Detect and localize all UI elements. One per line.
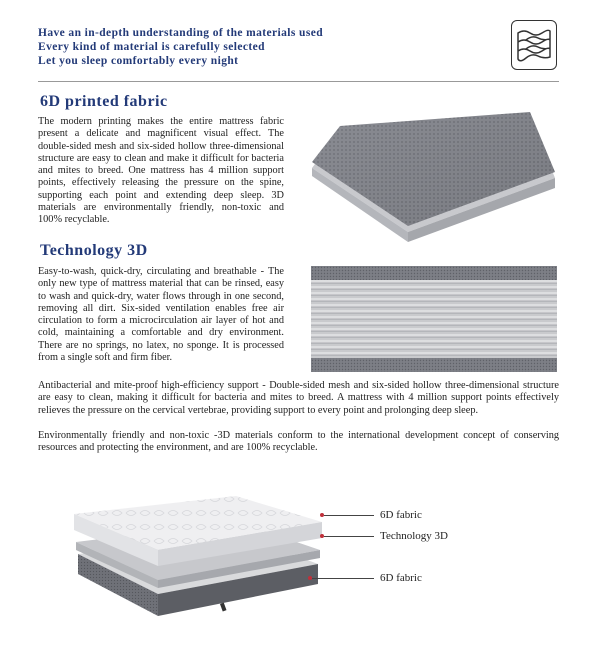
leader-line-bottom xyxy=(312,578,374,579)
label-6d-fabric-top: 6D fabric xyxy=(380,509,422,521)
header-divider xyxy=(38,81,559,82)
section2-paragraph-3: Environmentally friendly and non-toxic -3D materials conform to the international development concept of conserving resources and protecting the environment, and are 100% recyclable. xyxy=(38,430,559,454)
section2-intro: Easy-to-wash, quick-dry, circulating and breathable - The only new type of mattress material that can be rinsed, easy to wash and quick-dry, water flows through in one second, removing all dirt. Six-sided ventilation enables free air circulation to form a microcirculation air layer of hot and cold, maintaining a comfortable and dry environment. There are no springs, no latex, no sponge. It is processed from a single soft and firm fiber. xyxy=(38,266,284,364)
leader-line-middle xyxy=(324,536,374,537)
section-title-6d-fabric: 6D printed fabric xyxy=(40,93,168,110)
section1-paragraph: The modern printing makes the entire mattress fabric present a delicate and magnificent visual effect. The double-sided mesh and six-sided hollow three-dimensional structure are easy to clean and make it difficult for bacteria and mites to breed. One mattress has 4 million support points, effectively releasing the pressure on the spine, supporting each point and extending deep sleep. 3D materials are environmentally friendly, non-toxic and 100% recyclable. xyxy=(38,116,284,226)
header-line-2: Every kind of material is carefully selected xyxy=(38,41,265,53)
leader-line-top xyxy=(324,515,374,516)
section-title-technology-3d: Technology 3D xyxy=(40,242,148,259)
label-6d-fabric-bottom: 6D fabric xyxy=(380,572,422,584)
fabric-slab-image xyxy=(300,108,560,248)
fabric-cross-section-image xyxy=(311,266,557,372)
header-line-1: Have an in-depth understanding of the materials used xyxy=(38,27,324,39)
label-technology-3d: Technology 3D xyxy=(380,530,448,542)
header-line-3: Let you sleep comfortably every night xyxy=(38,55,239,67)
layered-fabric-icon xyxy=(511,20,557,70)
section2-paragraph-2: Antibacterial and mite-proof high-efficiency support - Double-sided mesh and six-sided hollow three-dimensional structure are easy to clean, making it difficult for bacteria and mites to breed. A mattress with 4 million support points effectively relieves the pressure on the cervical vertebrae, providing support to every point and prolonging deep sleep. xyxy=(38,380,559,416)
mattress-layers-image xyxy=(68,492,328,622)
